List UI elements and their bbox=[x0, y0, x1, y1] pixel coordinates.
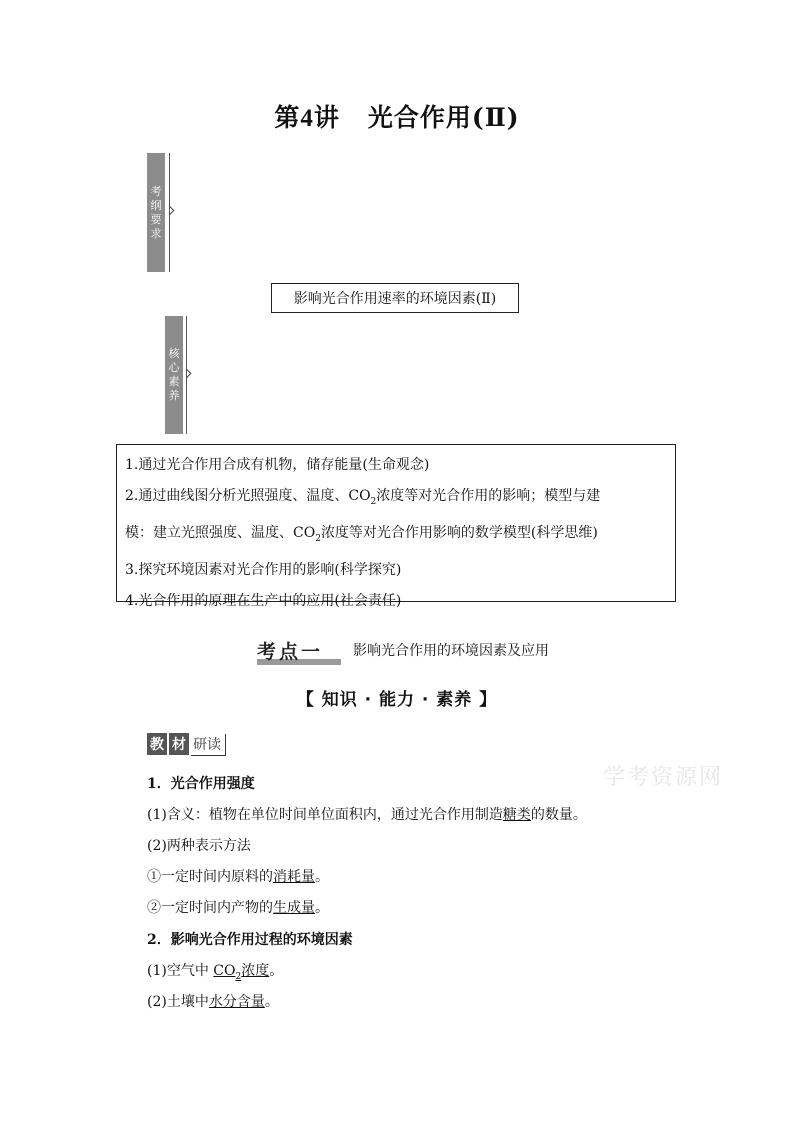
kaodian-title: 影响光合作用的环境因素及应用 bbox=[353, 643, 549, 659]
page-title bbox=[0, 98, 794, 134]
section-heading: 【 知识 · 能力 · 素养 】 bbox=[296, 690, 498, 710]
chevron-right-icon bbox=[182, 369, 192, 379]
paragraph: (2)土壤中水分含量。 bbox=[147, 994, 279, 1010]
hexin-items-box bbox=[116, 444, 676, 609]
paragraph: ②一定时间内产物的生成量。 bbox=[147, 900, 329, 916]
hexin-item: 2.通过曲线图分析光照强度、温度、$CO_2$浓度等对光合作用的影响；模型与建 bbox=[125, 488, 601, 507]
hexin-tab: 核 心 素 养 bbox=[165, 316, 183, 434]
title-suffix: 讲 bbox=[313, 103, 340, 132]
heading-1: 1．光合作用强度 bbox=[147, 776, 255, 792]
title-prefix: 第 bbox=[274, 103, 301, 132]
kaodian-label: 考点一 bbox=[257, 641, 324, 663]
hexin-item: 3.探究环境因素对光合作用的影响(科学探究) bbox=[125, 561, 402, 578]
kaogang-item-box: 影响光合作用速率的环境因素(Ⅱ) bbox=[271, 283, 519, 313]
jiaocai-badge: 教 材 研读 bbox=[147, 733, 226, 757]
paragraph: (1)含义：植物在单位时间单位面积内，通过光合作用制造糖类的数量。 bbox=[147, 807, 587, 823]
kaodian-badge bbox=[257, 637, 323, 664]
paragraph: ①一定时间内原料的消耗量。 bbox=[147, 869, 329, 885]
hexin-item: 4.光合作用的原理在生产中的应用(社会责任) bbox=[125, 592, 402, 609]
heading-2: 2．影响光合作用过程的环境因素 bbox=[147, 932, 353, 948]
title-number: 4 bbox=[300, 105, 314, 132]
title-topic: 光合作用(Ⅱ) bbox=[367, 103, 520, 132]
hexin-item: 模：建立光照强度、温度、$CO_2$浓度等对光合作用影响的数学模型(科学思维) bbox=[125, 524, 598, 544]
paragraph: (1)空气中 $CO_2$浓度。 bbox=[147, 963, 284, 982]
watermark: 学考资源网 bbox=[603, 765, 724, 790]
chevron-right-icon bbox=[165, 206, 175, 216]
hexin-item: 1.通过光合作用合成有机物，储存能量(生命观念) bbox=[125, 457, 430, 473]
kaogang-tab: 考 纲 要 求 bbox=[147, 153, 165, 272]
paragraph: (2)两种表示方法 bbox=[147, 838, 251, 854]
